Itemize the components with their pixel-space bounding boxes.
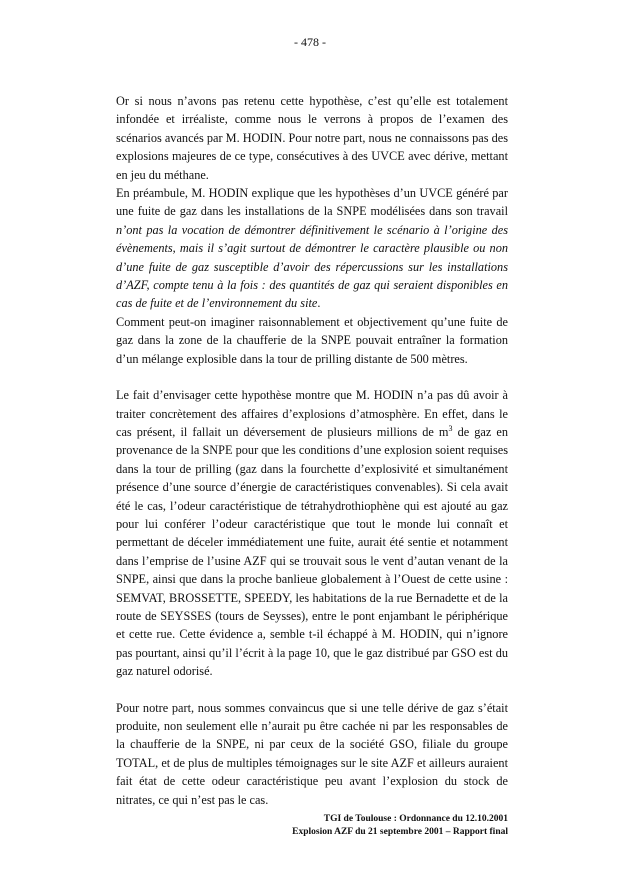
preamble-text: En préambule, M. HODIN explique que les hypothèses d’un UVCE généré par une fuite de gaz dans les installations de la SNPE modélisées dans son travail: [116, 186, 508, 219]
preamble-end: .: [317, 296, 321, 311]
paragraph-preamble: [116, 184, 508, 313]
body-text: [116, 92, 508, 809]
paragraph-hypothesis-rejected: Or si nous n’avons pas retenu cette hypothèse, c’est qu’elle est totalement infondée et irréaliste, comme nous le verrons à propos de l’examen des scénarios avancés par M. HODIN. Pour notre part, nous ne connaissons pas des explosions majeures de ce type, consécutives à des UVCE avec dérive, mettant en jeu du méthane.: [116, 94, 508, 182]
page-number: - 478 -: [294, 35, 326, 49]
paragraph-question: Comment peut-on imaginer raisonnablement et objectivement qu’une fuite de gaz dans la zone de la chaufferie de la SNPE pouvait entraîner la formation d’un mélange explosible dans la tour de prilling distante de 500 mètres.: [116, 314, 508, 366]
footer-report-title: Explosion AZF du 21 septembre 2001 – Rapport final: [292, 827, 508, 837]
gas-odor-start: Le fait d’envisager cette hypothèse montre que M. HODIN n’a pas dû avoir à traiter concrètement des affaires d’explosions d’atmosphère. En effet, dans le cas présent, il fallait un déversement de plusieurs millions de m: [116, 388, 508, 439]
paragraph-gas-odor: [116, 386, 508, 681]
gas-odor-end: de gaz en provenance de la SNPE pour que les conditions d’une explosion soient requises dans la tour de prilling (gaz dans la fourchette d’explosivité et simultanément présence d’une source d’énergie de caractéristiques convenables). Si cela avait été le cas, l’odeur caractéristique de tétrahydrothiophène qui est ajouté au gaz pour lui conférer l’odeur caractéristique que tout le monde lui connaît et permettant de déceler immédiatement une fuite, aurait été sentie et notamment dans l’emprise de l’usine AZF qui se trouvait sous le vent d’autan venant de la SNPE, ainsi que dans la proche banlieue globalement à l’Ouest de cette usine : SEMVAT, BROSSETTE, SPEEDY, les habitations de la rue Bernadette et de la route de SEYSSES (tours de Seysses), entre le pont enjambant le périphérique et cette rue. Cette évidence a, semble t-il échappé à M. HODIN, qui n’ignore pas pourtant, ainsi qu’il l’écrit à la page 10, que le gaz distribué par GSO est du gaz naturel odorisé.: [116, 424, 509, 679]
paragraph-conclusion: Pour notre part, nous sommes convaincus que si une telle dérive de gaz s’était produite, non seulement elle n’aurait pu être cachée ni par les responsables de la chaufferie de la SNPE, ni par ceux de la société GSO, filiale du groupe TOTAL, et de plus de multiples témoignages sur le site AZF et ailleurs auraient fait état de cette odeur caractéristique peu avant l’explosion du stock de nitrates, ce qui n’est pas le cas.: [116, 700, 508, 807]
cubic-superscript: 3: [448, 423, 453, 433]
preamble-quote: n’ont pas la vocation de démontrer définitivement le scénario à l’origine des évènements, mais il s’agit surtout de démontrer le caractère plausible ou non d’une fuite de gaz susceptible d’avoir des répercussions sur les installations d’AZF, compte tenu à la fois : des quantités de gaz qui seraient disponibles en cas de fuite et de l’environnement du site: [116, 222, 508, 311]
footer-court-reference: TGI de Toulouse : Ordonnance du 12.10.2001: [323, 814, 508, 824]
